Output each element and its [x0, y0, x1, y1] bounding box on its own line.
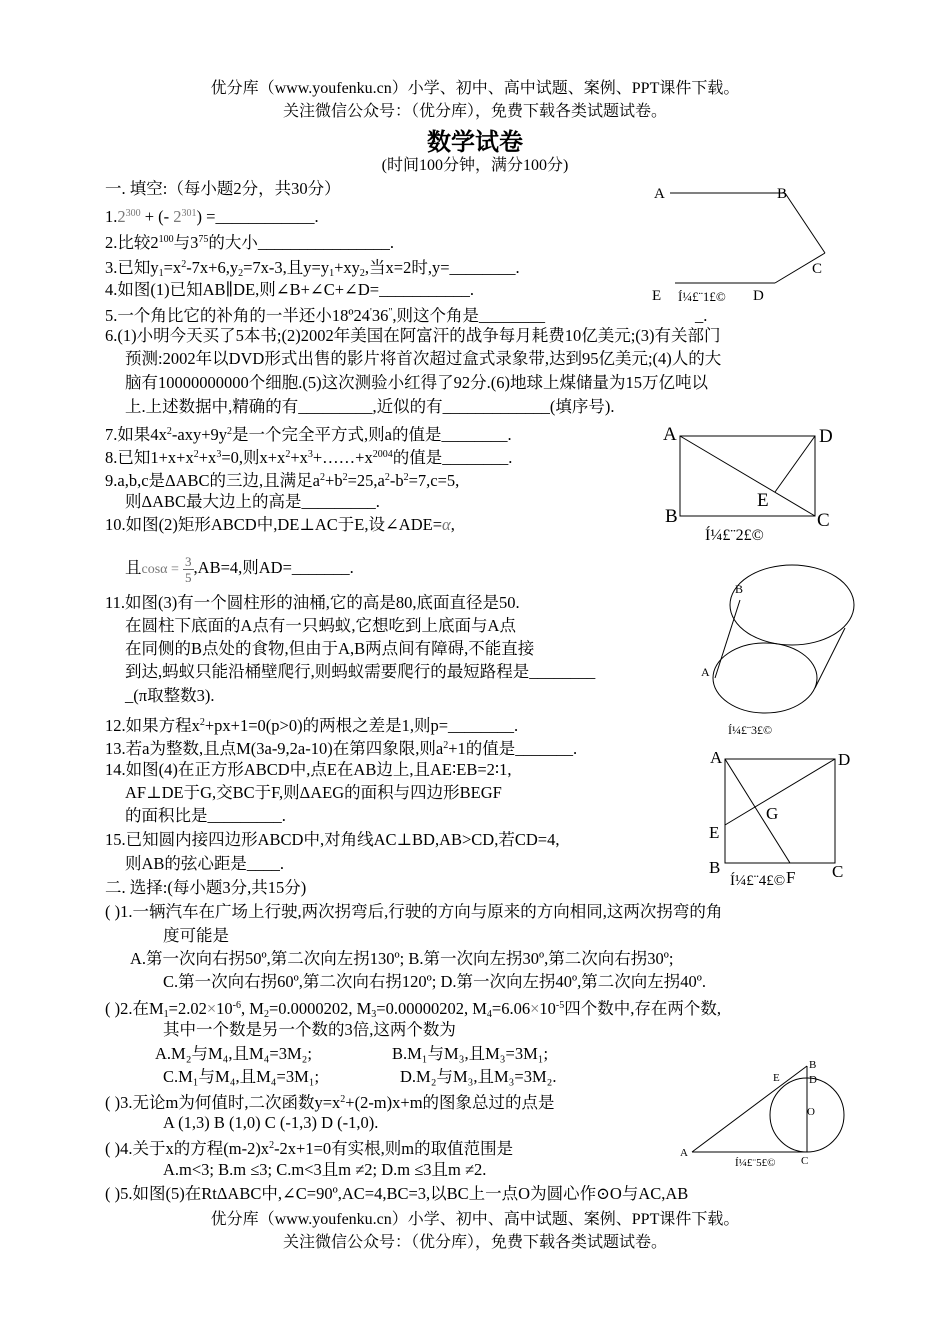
- fig1-label-a: A: [654, 186, 665, 202]
- fig4-label-c: C: [832, 862, 844, 881]
- segment-de: [775, 436, 815, 492]
- question-6-line-3: 脑有10000000000个细胞.(5)这次测验小红得了92分.(6)地球上煤储量为15万亿吨以: [125, 373, 708, 392]
- choice-5-stem: ( )5.如图(5)在RtΔABC中,∠C=90º,AC=4,BC=3,以BC上一点O为圆心作⊙O与AC,AB: [105, 1184, 689, 1203]
- question-9-line-2: 则ΔABC最大边上的高是_________.: [125, 492, 380, 511]
- segment-de: [725, 759, 835, 825]
- cylinder-bottom-ellipse: [713, 643, 817, 713]
- choice-4-stem: ( )4.关于x的方程$(m-2)x^2-2x+1=0$有实根,则m的取值范围是: [105, 1139, 514, 1158]
- question-8: 8.已知$1+x+x^2+x^3=0$,则$x+x^2+x^3+\dots\dots+x^{2004}$的值是________.: [105, 448, 513, 467]
- header-line-2: 关注微信公众号：（优分库），免费下载各类试题试卷。: [282, 103, 667, 120]
- question-1: $1.2^{300}$ + (- $2^{301}$) =____________.: [105, 207, 319, 226]
- question-6-line-1: 6.(1)小明今天买了5本书;(2)2002年美国在阿富汗的战争每月耗费10亿美元;(3)有关部门: [105, 326, 721, 345]
- segment-ab: [692, 1066, 807, 1152]
- choice-3-stem: ( )3.无论m为何值时,二次函数$y=x^2+(2-m)x+m$的图象总过的点是: [105, 1093, 555, 1112]
- fig3-label-a: A: [701, 665, 710, 679]
- choice-4-options: A.m<3; B.m ≤3; C.m<3且m ≠2; D.m ≤3且m ≠2.: [163, 1160, 487, 1179]
- diagonal-ac: [680, 436, 815, 516]
- cylinder-left-edge: [715, 600, 740, 678]
- segment-bc: [785, 193, 825, 253]
- question-15-line-2: 则AB的弦心距是____.: [125, 854, 285, 873]
- fig1-label-d: D: [753, 288, 764, 304]
- fig4-label-e: E: [709, 823, 720, 842]
- fig1-label-b: B: [777, 186, 788, 202]
- choice-1-stem-2: 度可能是: [163, 926, 229, 945]
- choice-2-option-c: C.M₁与M₄,且M₄=3M₁;: [163, 1067, 320, 1086]
- question-10-line-1: 10.如图(2)矩形ABCD中,DE⊥AC于E,设∠ADE=α,: [105, 515, 455, 534]
- question-12: 12.如果方程$x^2+px+1=0(p>0)$的两根之差是1,则p=________.: [105, 716, 519, 735]
- question-11-line-1: 11.如图(3)有一个圆柱形的油桶,它的高是80,底面直径是50.: [105, 593, 520, 612]
- question-14-line-1: 14.如图(4)在正方形ABCD中,点E在AB边上,且AE∶EB=2∶1,: [105, 760, 512, 779]
- fig2-label-c: C: [817, 510, 830, 531]
- fig4-label-f: F: [786, 868, 796, 887]
- fraction-three-fifths: $\frac{3}{5}$: [185, 553, 192, 585]
- fig1-caption: Í¼£¨1£©: [678, 289, 726, 304]
- choice-3-options: A (1,3) B (1,0) C (-1,3) D (-1,0).: [163, 1113, 379, 1132]
- choice-2-stem: ( )2.在$M_1=2.02\times 10^{-6}$, $M_2=0.0000202$, $M_3=0.00000202$, $M_4=6.06\times 10^{-5}$四个数中,存在两个数,: [105, 999, 721, 1020]
- fig5-caption: Í¼£¨5£©: [735, 1157, 776, 1169]
- figure-1: [640, 178, 840, 308]
- fig5-label-e: E: [773, 1072, 780, 1084]
- question-4: 4.如图(1)已知AB∥DE,则∠B+∠C+∠D=___________.: [105, 280, 474, 299]
- choice-1-options-ab: A.第一次向右拐50º,第二次向左拐130º; B.第一次向左拐30º,第二次向右拐30º;: [130, 949, 674, 968]
- question-3: 3.已知$y_1=x^2-7x+6,y_2=7x-3$,且$y=y_1+xy_2$,当x=2时,y=________.: [105, 258, 520, 279]
- fig4-label-d: D: [838, 750, 851, 769]
- question-11-line-5: _(π取整数3).: [125, 686, 215, 705]
- choice-2-option-b: B.M₁与M₃,且M₃=3M₁;: [392, 1044, 549, 1063]
- fig2-label-d: D: [819, 426, 833, 447]
- choice-2-option-d: D.M₂与M₃,且M₃=3M₂.: [400, 1067, 557, 1086]
- figure-4: [700, 745, 870, 890]
- question-9-line-1: 9.a,b,c是ΔABC的三边,且满足$a^2+b^2=25,a^2-b^2=7,c=5$,: [105, 471, 460, 490]
- fig2-label-a: A: [663, 424, 677, 445]
- question-6-line-4: 上.上述数据中,精确的有_________,近似的有_____________(填序号).: [125, 397, 615, 416]
- fig2-label-e: E: [757, 490, 769, 511]
- fig3-label-b: B: [735, 582, 744, 596]
- fig4-label-b: B: [709, 858, 721, 877]
- page-title: 数学试卷: [427, 128, 523, 156]
- figure-5: [670, 1052, 860, 1177]
- choice-1-stem: ( )1.一辆汽车在广场上行驶,两次拐弯后,行驶的方向与原来的方向相同,这两次拐弯的角: [105, 902, 723, 921]
- choice-1-options-cd: C.第一次向右拐60º,第二次向右拐120º; D.第一次向左拐40º,第二次向左拐40º.: [163, 972, 706, 991]
- fig4-label-a: A: [710, 748, 723, 767]
- question-13: 13.若a为整数,且点M(3a-9,2a-10)在第四象限,则$a^2+1$的值是_______.: [105, 739, 578, 758]
- question-14-line-3: 的面积比是_________.: [125, 806, 286, 825]
- fig4-label-g: G: [766, 804, 779, 823]
- section-choice-heading: 二. 选择:(每小题3分,共15分): [105, 878, 307, 897]
- figure-3: [695, 560, 875, 740]
- question-15-line-1: 15.已知圆内接四边形ABCD中,对角线AC⊥BD,AB>CD,若CD=4,: [105, 830, 560, 849]
- question-6-line-2: 预测:2002年以DVD形式出售的影片将首次超过盒式录象带,达到95亿美元;(4)人的大: [125, 349, 722, 368]
- question-2: 2.比较$2^{100}$与$3^{75}$的大小________________.: [105, 233, 394, 252]
- fig5-label-o: O: [807, 1106, 815, 1118]
- fig5-label-a: A: [680, 1147, 688, 1159]
- question-5: 5.一个角比它的补角的一半还小18º24'36",则这个角是________ _.: [105, 306, 708, 325]
- fig2-caption: Í¼£¨2£©: [705, 527, 764, 544]
- choice-2-stem-2: 其中一个数是另一个数的3倍,这两个数为: [163, 1020, 456, 1039]
- question-11-line-2: 在圆柱下底面的A点有一只蚂蚁,它想吃到上底面与A点: [125, 616, 516, 635]
- footer-line-2: 关注微信公众号：（优分库），免费下载各类试题试卷。: [282, 1234, 667, 1251]
- header-line-1: 优分库（www.youfenku.cn）小学、初中、高中试题、案例、PPT课件下载。: [210, 80, 740, 97]
- figure-2: [655, 420, 845, 545]
- fig5-label-b: B: [809, 1059, 817, 1071]
- fig3-caption: Í¼£¨3£©: [728, 723, 773, 737]
- section-fill-in-heading: 一. 填空:（每小题2分，共30分）: [105, 179, 341, 198]
- question-14-line-2: AF⊥DE于G,交BC于F,则ΔAEG的面积与四边形BEGF: [125, 783, 502, 802]
- page-subtitle: (时间100分钟，满分100分): [381, 157, 569, 174]
- cylinder-top-ellipse: [730, 565, 854, 645]
- fig2-label-b: B: [665, 506, 678, 527]
- question-10-line-2: 且cosα = $\frac{3}{5}$ ,AB=4,则AD=_______.: [125, 553, 354, 585]
- question-11-line-3: 在同侧的B点处的食物,但由于A,B两点间有障碍,不能直接: [125, 639, 535, 658]
- fig5-label-c: C: [801, 1155, 809, 1167]
- fig5-label-d: D: [809, 1074, 817, 1086]
- choice-2-option-a: A.M₂与M₄,且M₄=3M₂;: [155, 1044, 312, 1063]
- footer-line-1: 优分库（www.youfenku.cn）小学、初中、高中试题、案例、PPT课件下载。: [210, 1211, 740, 1228]
- question-7: 7.如果$4x^2-axy+9y^2$是一个完全平方式,则a的值是________.: [105, 425, 512, 444]
- fig1-label-e: E: [652, 288, 662, 304]
- fig1-label-c: C: [812, 261, 823, 277]
- question-11-line-4: 到达,蚂蚁只能沿桶壁爬行,则蚂蚁需要爬行的最短路程是________: [125, 662, 596, 681]
- fig4-caption: Í¼£¨4£©: [730, 873, 786, 889]
- segment-af: [725, 759, 790, 863]
